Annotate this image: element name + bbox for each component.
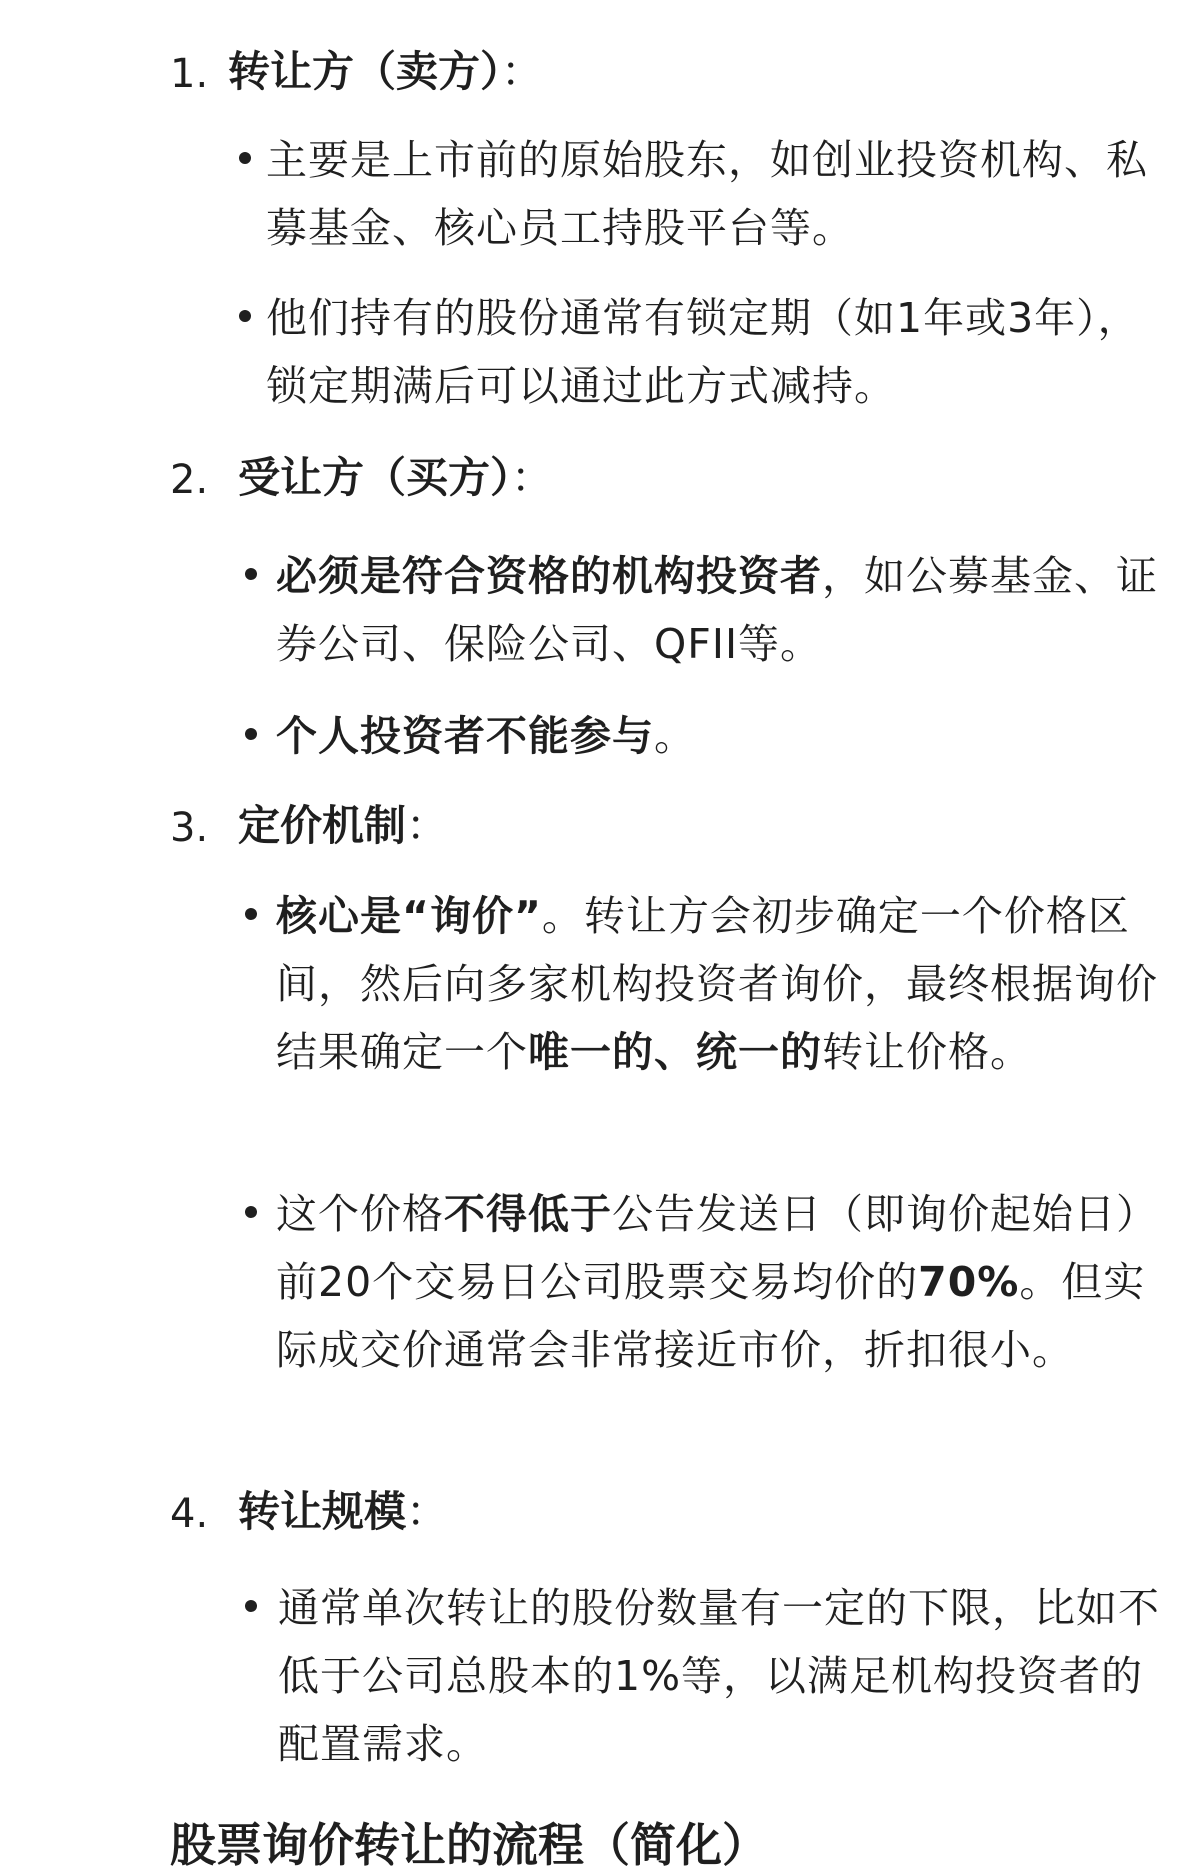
- text-run: 他们持有的股份通常有锁定期（如1年或3年），锁定期满后可以通过此方式减持。: [266, 294, 1140, 410]
- text-run: 。但实际成交价通常会非常接近市价，折扣很小。: [276, 1258, 1146, 1374]
- text-run: 转让价格。: [822, 1028, 1032, 1076]
- text-run: 主要是上市前的原始股东，如创业投资机构、私募基金、核心员工持股平台等。: [266, 136, 1148, 252]
- bullet-dot: [245, 568, 257, 580]
- text-run: ，如公募基金、证券公司、保险公司、QFII等。: [276, 552, 1158, 668]
- section-title-text: 转让方（卖方）: [228, 47, 502, 96]
- bullet-text: [276, 1180, 1176, 1384]
- section-title: [238, 450, 553, 506]
- text-run: 这个价格: [276, 1190, 444, 1238]
- bullet-dot: [239, 310, 251, 322]
- section-number: 2.: [170, 457, 209, 503]
- bold-text-run: 唯一的、统一的: [528, 1028, 822, 1076]
- text-run: 。: [654, 712, 696, 760]
- bold-text-run: 核心是“询价”: [276, 892, 542, 940]
- section-title-text: 转让规模: [238, 1487, 407, 1536]
- bullet-dot: [245, 908, 257, 920]
- section-title-colon: ：: [406, 1487, 449, 1536]
- text-run: 通常单次转让的股份数量有一定的下限，比如不低于公司总股本的1%等，以满足机构投资者的配置需求。: [278, 1584, 1160, 1768]
- text-run: 公告发送日（即询价起始日）前20个交易日公司股票交易均价的: [276, 1190, 1158, 1306]
- section-title: [228, 44, 543, 100]
- text-run: 。转让方会初步确定一个价格区间，然后向多家机构投资者询价，最终根据询价结果确定一个: [276, 892, 1158, 1076]
- bullet-text: [266, 284, 1166, 420]
- next-section-heading: 股票询价转让的流程（简化）: [170, 1818, 768, 1872]
- bold-text-run: 70%: [918, 1258, 1020, 1306]
- bullet-text: [276, 702, 1176, 770]
- bullet-text: [278, 1574, 1178, 1778]
- section-title-colon: ：: [501, 47, 544, 96]
- bullet-text: [276, 542, 1176, 678]
- section-title-text: 定价机制: [238, 801, 407, 850]
- bullet-dot: [245, 1206, 257, 1218]
- section-title: [238, 798, 448, 854]
- section-number: 3.: [170, 805, 209, 851]
- section-title-colon: ：: [511, 453, 554, 502]
- bold-text-run: 个人投资者不能参与: [276, 712, 654, 760]
- section-title: [238, 1484, 448, 1540]
- bullet-dot: [245, 728, 257, 740]
- section-number: 1.: [170, 51, 209, 97]
- section-title-text: 受让方（买方）: [238, 453, 512, 502]
- bold-text-run: 不得低于: [444, 1190, 612, 1238]
- bullet-text: [276, 882, 1176, 1086]
- bold-text-run: 必须是符合资格的机构投资者: [276, 552, 822, 600]
- section-title-colon: ：: [406, 801, 449, 850]
- bullet-text: [266, 126, 1166, 262]
- bullet-dot: [239, 152, 251, 164]
- bullet-dot: [245, 1600, 257, 1612]
- section-number: 4.: [170, 1491, 209, 1537]
